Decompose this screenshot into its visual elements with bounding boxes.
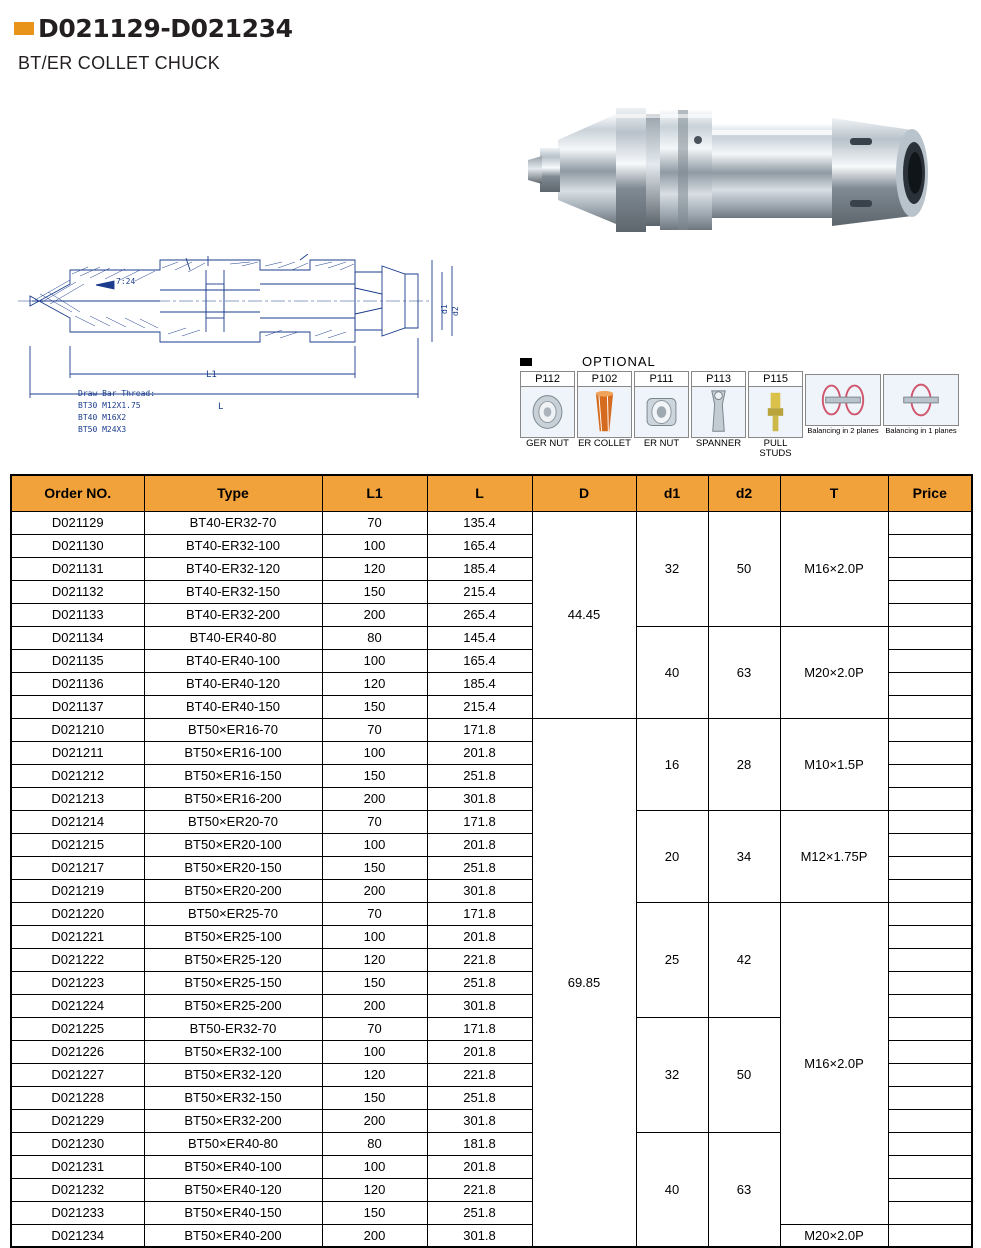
cell-l1: 100 bbox=[322, 1040, 427, 1063]
cell-type: BT50×ER32-120 bbox=[144, 1063, 322, 1086]
cell-order-no: D021130 bbox=[11, 534, 144, 557]
cell-order-no: D021224 bbox=[11, 994, 144, 1017]
cell-l1: 150 bbox=[322, 1201, 427, 1224]
cell-type: BT40-ER32-200 bbox=[144, 603, 322, 626]
cell-type: BT40-ER40-120 bbox=[144, 672, 322, 695]
table-header-row bbox=[11, 475, 972, 511]
cell-d2: 42 bbox=[708, 902, 780, 1017]
table-body bbox=[11, 511, 972, 1247]
cell-order-no: D021212 bbox=[11, 764, 144, 787]
cell-d1: 40 bbox=[636, 626, 708, 718]
cell-type: BT50×ER40-200 bbox=[144, 1224, 322, 1247]
cell-d2: 28 bbox=[708, 718, 780, 810]
cell-order-no: D021220 bbox=[11, 902, 144, 925]
th-l1: L1 bbox=[322, 475, 427, 511]
optional-name: SPANNER bbox=[695, 438, 742, 449]
cell-l: 251.8 bbox=[427, 856, 532, 879]
cell-l: 165.4 bbox=[427, 534, 532, 557]
cell-l: 145.4 bbox=[427, 626, 532, 649]
cell-l1: 150 bbox=[322, 764, 427, 787]
cell-l: 215.4 bbox=[427, 695, 532, 718]
cell-l: 251.8 bbox=[427, 971, 532, 994]
cell-order-no: D021229 bbox=[11, 1109, 144, 1132]
cell-price[interactable] bbox=[888, 1063, 972, 1086]
cell-l: 181.8 bbox=[427, 1132, 532, 1155]
th-type: Type bbox=[144, 475, 322, 511]
cell-order-no: D021213 bbox=[11, 787, 144, 810]
optional-name: Balancing in 1 planes bbox=[885, 426, 957, 435]
cell-order-no: D021137 bbox=[11, 695, 144, 718]
cell-l1: 150 bbox=[322, 580, 427, 603]
cell-price[interactable] bbox=[888, 925, 972, 948]
cell-l: 221.8 bbox=[427, 1178, 532, 1201]
cell-price[interactable] bbox=[888, 810, 972, 833]
optional-code: P111 bbox=[634, 371, 689, 386]
cell-order-no: D021231 bbox=[11, 1155, 144, 1178]
cell-type: BT50×ER25-200 bbox=[144, 994, 322, 1017]
cell-l1: 100 bbox=[322, 649, 427, 672]
th-l: L bbox=[427, 475, 532, 511]
cell-type: BT50-ER32-70 bbox=[144, 1017, 322, 1040]
cell-price[interactable] bbox=[888, 879, 972, 902]
cell-l: 171.8 bbox=[427, 718, 532, 741]
optional-label: OPTIONAL bbox=[582, 354, 656, 369]
cell-price[interactable] bbox=[888, 1109, 972, 1132]
cell-t: M20×2.0P bbox=[780, 1224, 888, 1247]
cell-l: 215.4 bbox=[427, 580, 532, 603]
optional-code: P112 bbox=[520, 371, 575, 386]
cell-t: M10×1.5P bbox=[780, 718, 888, 810]
cell-order-no: D021222 bbox=[11, 948, 144, 971]
cell-order-no: D021226 bbox=[11, 1040, 144, 1063]
table-row bbox=[11, 1224, 972, 1247]
cell-type: BT50×ER16-150 bbox=[144, 764, 322, 787]
optional-items bbox=[520, 371, 970, 459]
cell-l1: 70 bbox=[322, 902, 427, 925]
cell-l: 201.8 bbox=[427, 741, 532, 764]
cell-l1: 200 bbox=[322, 879, 427, 902]
cell-d1: 40 bbox=[636, 1132, 708, 1247]
cell-price[interactable] bbox=[888, 1132, 972, 1155]
cell-l: 265.4 bbox=[427, 603, 532, 626]
cell-price[interactable] bbox=[888, 1178, 972, 1201]
cell-d1: 32 bbox=[636, 511, 708, 626]
cell-l1: 120 bbox=[322, 948, 427, 971]
optional-item-balancing-1[interactable] bbox=[883, 371, 959, 459]
page-header bbox=[0, 0, 981, 74]
cell-order-no: D021129 bbox=[11, 511, 144, 534]
cell-type: BT40-ER40-100 bbox=[144, 649, 322, 672]
cell-l1: 120 bbox=[322, 557, 427, 580]
cell-l1: 100 bbox=[322, 925, 427, 948]
table-row bbox=[11, 902, 972, 925]
optional-name: PULL STUDS bbox=[759, 438, 792, 459]
dim-d1-label: d1 bbox=[440, 304, 449, 314]
cell-type: BT50×ER40-150 bbox=[144, 1201, 322, 1224]
cell-price[interactable] bbox=[888, 603, 972, 626]
page-subtitle: BT/ER COLLET CHUCK bbox=[18, 53, 221, 73]
cell-d2: 63 bbox=[708, 1132, 780, 1247]
cell-order-no: D021233 bbox=[11, 1201, 144, 1224]
er-nut-icon bbox=[634, 386, 689, 438]
cell-l: 251.8 bbox=[427, 1086, 532, 1109]
cell-d1: 20 bbox=[636, 810, 708, 902]
cell-price[interactable] bbox=[888, 580, 972, 603]
cell-price[interactable] bbox=[888, 1040, 972, 1063]
cell-l1: 70 bbox=[322, 718, 427, 741]
cell-l: 201.8 bbox=[427, 1040, 532, 1063]
cell-price[interactable] bbox=[888, 971, 972, 994]
cell-price[interactable] bbox=[888, 695, 972, 718]
cell-l1: 200 bbox=[322, 603, 427, 626]
technical-drawing bbox=[10, 254, 460, 469]
cell-l1: 200 bbox=[322, 787, 427, 810]
optional-header bbox=[520, 354, 970, 369]
cell-price[interactable] bbox=[888, 1201, 972, 1224]
cell-price[interactable] bbox=[888, 1155, 972, 1178]
cell-price[interactable] bbox=[888, 741, 972, 764]
cell-l1: 70 bbox=[322, 810, 427, 833]
cell-price[interactable] bbox=[888, 787, 972, 810]
cell-t: M16×2.0P bbox=[780, 902, 888, 1224]
cell-l1: 100 bbox=[322, 833, 427, 856]
cell-order-no: D021214 bbox=[11, 810, 144, 833]
cell-t: M12×1.75P bbox=[780, 810, 888, 902]
cell-l: 171.8 bbox=[427, 902, 532, 925]
cell-l: 185.4 bbox=[427, 672, 532, 695]
cell-t: M20×2.0P bbox=[780, 626, 888, 718]
optional-item-p112[interactable] bbox=[520, 371, 575, 459]
cell-price[interactable] bbox=[888, 948, 972, 971]
cell-order-no: D021227 bbox=[11, 1063, 144, 1086]
cell-d1: 25 bbox=[636, 902, 708, 1017]
cell-order-no: D021228 bbox=[11, 1086, 144, 1109]
optional-item-p113[interactable] bbox=[691, 371, 746, 459]
cell-type: BT40-ER40-150 bbox=[144, 695, 322, 718]
optional-name: ER COLLET bbox=[578, 438, 631, 449]
balancing-2-planes-icon bbox=[805, 374, 881, 426]
cell-l: 185.4 bbox=[427, 557, 532, 580]
product-photo bbox=[520, 104, 940, 334]
optional-item-p102[interactable] bbox=[577, 371, 632, 459]
cell-price[interactable] bbox=[888, 764, 972, 787]
cell-order-no: D021211 bbox=[11, 741, 144, 764]
cell-l: 201.8 bbox=[427, 833, 532, 856]
title-row bbox=[14, 14, 981, 43]
cell-price[interactable] bbox=[888, 1086, 972, 1109]
cell-type: BT50×ER25-150 bbox=[144, 971, 322, 994]
optional-code: P102 bbox=[577, 371, 632, 386]
cell-l: 221.8 bbox=[427, 1063, 532, 1086]
optional-code: P113 bbox=[691, 371, 746, 386]
taper-label: 7:24 bbox=[116, 277, 136, 286]
note-bt50: BT50 M24X3 bbox=[78, 425, 127, 434]
table-row bbox=[11, 810, 972, 833]
cell-l1: 150 bbox=[322, 695, 427, 718]
er-collet-icon bbox=[577, 386, 632, 438]
cell-price[interactable] bbox=[888, 557, 972, 580]
cell-l1: 150 bbox=[322, 1086, 427, 1109]
cell-l1: 200 bbox=[322, 1109, 427, 1132]
dim-d2-label: d2 bbox=[451, 306, 460, 316]
cell-l1: 120 bbox=[322, 672, 427, 695]
cell-d2: 50 bbox=[708, 1017, 780, 1132]
optional-item-balancing-2[interactable] bbox=[805, 371, 881, 459]
cell-l1: 70 bbox=[322, 511, 427, 534]
cell-l: 201.8 bbox=[427, 925, 532, 948]
cell-type: BT50×ER25-100 bbox=[144, 925, 322, 948]
balancing-1-plane-icon bbox=[883, 374, 959, 426]
cell-d: 69.85 bbox=[532, 718, 636, 1247]
note-bt30: BT30 M12X1.75 bbox=[78, 401, 141, 410]
cell-l1: 70 bbox=[322, 1017, 427, 1040]
cell-order-no: D021225 bbox=[11, 1017, 144, 1040]
cell-type: BT50×ER32-200 bbox=[144, 1109, 322, 1132]
spec-table bbox=[10, 474, 973, 1248]
optional-item-p115[interactable] bbox=[748, 371, 803, 459]
cell-l: 301.8 bbox=[427, 787, 532, 810]
cell-l: 171.8 bbox=[427, 1017, 532, 1040]
th-order-no: Order NO. bbox=[11, 475, 144, 511]
cell-l1: 80 bbox=[322, 1132, 427, 1155]
cell-t: M16×2.0P bbox=[780, 511, 888, 626]
dim-l1-label: L1 bbox=[206, 370, 217, 380]
dim-l-label: L bbox=[218, 402, 224, 412]
cell-type: BT40-ER32-100 bbox=[144, 534, 322, 557]
cell-order-no: D021135 bbox=[11, 649, 144, 672]
cell-type: BT50×ER20-150 bbox=[144, 856, 322, 879]
cell-l: 221.8 bbox=[427, 948, 532, 971]
optional-section bbox=[520, 354, 970, 459]
cell-l: 135.4 bbox=[427, 511, 532, 534]
cell-type: BT50×ER16-70 bbox=[144, 718, 322, 741]
cell-price[interactable] bbox=[888, 649, 972, 672]
cell-price[interactable] bbox=[888, 534, 972, 557]
cell-type: BT40-ER32-70 bbox=[144, 511, 322, 534]
cell-l: 251.8 bbox=[427, 764, 532, 787]
cell-order-no: D021217 bbox=[11, 856, 144, 879]
cell-type: BT50×ER25-70 bbox=[144, 902, 322, 925]
th-price: Price bbox=[888, 475, 972, 511]
page-title: D021129-D021234 bbox=[38, 14, 293, 43]
cell-type: BT50×ER32-100 bbox=[144, 1040, 322, 1063]
cell-l: 201.8 bbox=[427, 1155, 532, 1178]
cell-type: BT50×ER16-200 bbox=[144, 787, 322, 810]
cell-l: 301.8 bbox=[427, 1109, 532, 1132]
cell-type: BT50×ER40-100 bbox=[144, 1155, 322, 1178]
cell-d: 44.45 bbox=[532, 511, 636, 718]
table-row bbox=[11, 511, 972, 534]
cell-type: BT50×ER40-120 bbox=[144, 1178, 322, 1201]
cell-type: BT50×ER20-100 bbox=[144, 833, 322, 856]
cell-l1: 100 bbox=[322, 741, 427, 764]
cell-order-no: D021210 bbox=[11, 718, 144, 741]
cell-type: BT50×ER16-100 bbox=[144, 741, 322, 764]
cell-l: 171.8 bbox=[427, 810, 532, 833]
optional-name: Balancing in 2 planes bbox=[807, 426, 879, 435]
cell-l: 251.8 bbox=[427, 1201, 532, 1224]
cell-type: BT50×ER40-80 bbox=[144, 1132, 322, 1155]
th-d: D bbox=[532, 475, 636, 511]
illustration-area bbox=[0, 74, 981, 474]
optional-item-p111[interactable] bbox=[634, 371, 689, 459]
collet-nut-icon bbox=[520, 386, 575, 438]
table-row bbox=[11, 626, 972, 649]
cell-type: BT50×ER32-150 bbox=[144, 1086, 322, 1109]
cell-l1: 150 bbox=[322, 856, 427, 879]
cell-order-no: D021219 bbox=[11, 879, 144, 902]
cell-price[interactable] bbox=[888, 511, 972, 534]
cell-price[interactable] bbox=[888, 994, 972, 1017]
cell-order-no: D021232 bbox=[11, 1178, 144, 1201]
optional-code: P115 bbox=[748, 371, 803, 386]
cell-price[interactable] bbox=[888, 1017, 972, 1040]
cell-type: BT50×ER20-200 bbox=[144, 879, 322, 902]
cell-order-no: D021133 bbox=[11, 603, 144, 626]
cell-d1: 16 bbox=[636, 718, 708, 810]
note-bt40: BT40 M16X2 bbox=[78, 413, 127, 422]
cell-type: BT40-ER40-80 bbox=[144, 626, 322, 649]
cell-price[interactable] bbox=[888, 833, 972, 856]
table-row bbox=[11, 718, 972, 741]
cell-d2: 34 bbox=[708, 810, 780, 902]
cell-l1: 150 bbox=[322, 971, 427, 994]
triangle-down-icon bbox=[520, 358, 532, 366]
spanner-icon bbox=[691, 386, 746, 438]
cell-order-no: D021234 bbox=[11, 1224, 144, 1247]
cell-l1: 100 bbox=[322, 534, 427, 557]
cell-type: BT40-ER32-120 bbox=[144, 557, 322, 580]
cell-order-no: D021132 bbox=[11, 580, 144, 603]
cell-price[interactable] bbox=[888, 626, 972, 649]
cell-order-no: D021136 bbox=[11, 672, 144, 695]
optional-name: GER NUT bbox=[526, 438, 569, 449]
cell-l: 165.4 bbox=[427, 649, 532, 672]
cell-price[interactable] bbox=[888, 672, 972, 695]
cell-price[interactable] bbox=[888, 856, 972, 879]
cell-l: 301.8 bbox=[427, 879, 532, 902]
cell-l1: 120 bbox=[322, 1063, 427, 1086]
th-t: T bbox=[780, 475, 888, 511]
cell-d2: 63 bbox=[708, 626, 780, 718]
cell-price[interactable] bbox=[888, 718, 972, 741]
th-d2: d2 bbox=[708, 475, 780, 511]
cell-l: 301.8 bbox=[427, 1224, 532, 1247]
cell-price[interactable] bbox=[888, 902, 972, 925]
cell-l1: 200 bbox=[322, 994, 427, 1017]
cell-d1: 32 bbox=[636, 1017, 708, 1132]
cell-order-no: D021134 bbox=[11, 626, 144, 649]
triangle-down-icon bbox=[14, 22, 34, 35]
cell-order-no: D021131 bbox=[11, 557, 144, 580]
pull-stud-icon bbox=[748, 386, 803, 438]
notes-title: Draw Bar Thread: bbox=[78, 389, 156, 398]
cell-l1: 200 bbox=[322, 1224, 427, 1247]
cell-type: BT40-ER32-150 bbox=[144, 580, 322, 603]
th-d1: d1 bbox=[636, 475, 708, 511]
cell-type: BT50×ER20-70 bbox=[144, 810, 322, 833]
optional-name: ER NUT bbox=[643, 438, 680, 449]
cell-d2: 50 bbox=[708, 511, 780, 626]
cell-l1: 120 bbox=[322, 1178, 427, 1201]
cell-order-no: D021215 bbox=[11, 833, 144, 856]
cell-l1: 100 bbox=[322, 1155, 427, 1178]
cell-price[interactable] bbox=[888, 1224, 972, 1247]
cell-order-no: D021230 bbox=[11, 1132, 144, 1155]
cell-order-no: D021223 bbox=[11, 971, 144, 994]
cell-l: 301.8 bbox=[427, 994, 532, 1017]
cell-type: BT50×ER25-120 bbox=[144, 948, 322, 971]
cell-order-no: D021221 bbox=[11, 925, 144, 948]
cell-l1: 80 bbox=[322, 626, 427, 649]
